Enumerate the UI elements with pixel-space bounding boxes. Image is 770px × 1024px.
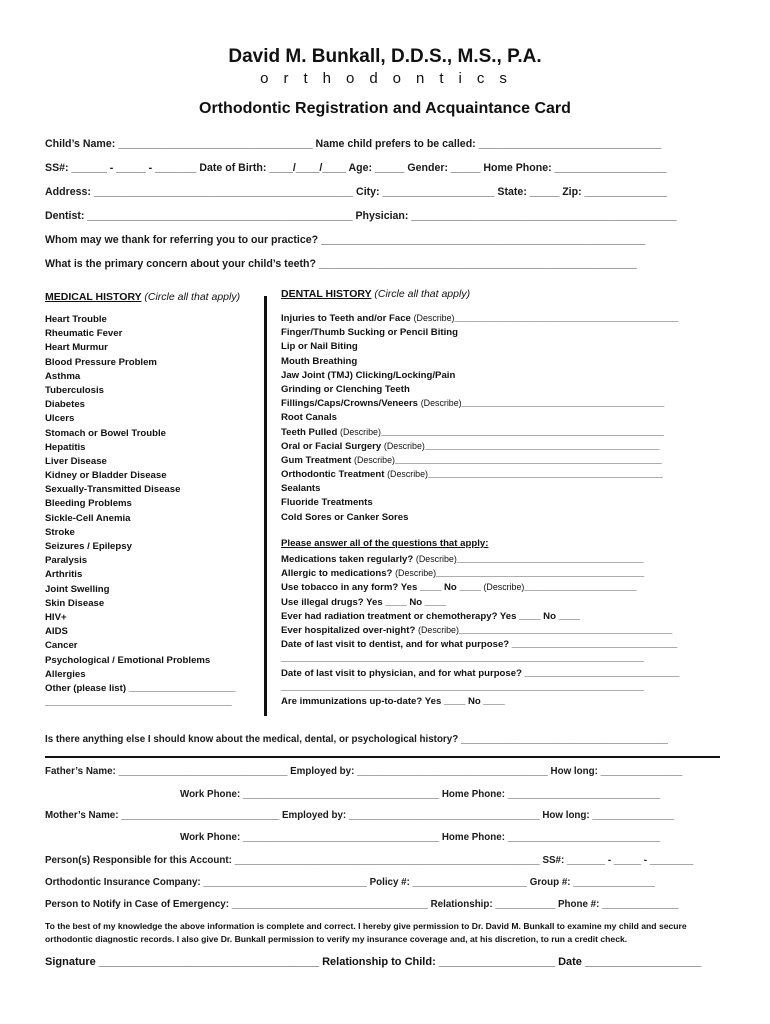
- item-text: Use tobacco in any form? Yes ____ No ____: [281, 582, 484, 594]
- item-text: Teeth Pulled: [281, 426, 338, 438]
- describe-hint: (Describe): [420, 398, 462, 409]
- item-text: Orthodontic Treatment: [281, 469, 385, 481]
- other-history-row[interactable]: Is there anything else I should know about the medical, dental, or psychological history? ______________________________________: [45, 734, 668, 745]
- medical-heading-note: (Circle all that apply): [144, 291, 241, 303]
- practice-type: orthodontics: [260, 70, 522, 87]
- describe-hint: (Describe): [383, 440, 425, 451]
- question-item[interactable]: [281, 595, 679, 609]
- question-item[interactable]: [281, 552, 679, 566]
- answer-line[interactable]: ____________________________________________: [428, 469, 663, 481]
- dental-item[interactable]: [281, 396, 679, 410]
- answer-line[interactable]: ______________________________________: [461, 398, 665, 410]
- medical-item[interactable]: Cancer: [45, 640, 78, 652]
- child-name-row[interactable]: Child’s Name: _________________________________ Name child prefers to be called: _______________________________: [45, 138, 662, 150]
- dental-history-list: [281, 311, 679, 524]
- describe-hint: (Describe): [395, 568, 437, 579]
- item-text: Cold Sores or Canker Sores: [281, 511, 409, 523]
- item-text: Finger/Thumb Sucking or Pencil Biting: [281, 327, 458, 339]
- item-text: Ever hospitalized over-night?: [281, 624, 416, 636]
- describe-hint: (Describe): [354, 454, 395, 465]
- medical-item[interactable]: AIDS: [45, 626, 68, 638]
- dental-item[interactable]: [281, 467, 679, 481]
- question-item[interactable]: [281, 580, 679, 594]
- answer-line[interactable]: _____________________: [524, 582, 637, 594]
- question-item[interactable]: [281, 680, 679, 694]
- item-text: Jaw Joint (TMJ) Clicking/Locking/Pain: [281, 369, 456, 381]
- dental-item[interactable]: [281, 325, 679, 339]
- item-text: Lip or Nail Biting: [281, 341, 358, 353]
- dental-item[interactable]: [281, 368, 679, 382]
- describe-hint: (Describe): [483, 582, 525, 593]
- item-text: Grinding or Clenching Teeth: [281, 383, 410, 395]
- question-item[interactable]: [281, 623, 679, 637]
- medical-item[interactable]: Liver Disease: [45, 455, 107, 467]
- questions-heading: Please answer all of the questions that apply:: [281, 538, 489, 549]
- medical-item[interactable]: Rheumatic Fever: [45, 328, 123, 340]
- question-item[interactable]: [281, 566, 679, 580]
- medical-item[interactable]: Arthritis: [45, 569, 83, 581]
- medical-item[interactable]: Psychological / Emotional Problems: [45, 654, 211, 666]
- item-text: Medications taken regularly?: [281, 554, 414, 565]
- medical-item[interactable]: ___________________________________: [45, 697, 232, 709]
- describe-hint: (Describe): [415, 554, 457, 564]
- dental-item[interactable]: [281, 439, 679, 453]
- describe-hint: (Describe): [340, 426, 381, 437]
- dental-item[interactable]: [281, 410, 679, 424]
- item-text: Oral or Facial Surgery: [281, 440, 382, 452]
- medical-item[interactable]: Bleeding Problems: [45, 498, 132, 510]
- signature-row[interactable]: Signature ____________________________________ Relationship to Child: ___________________ Date ___________________: [45, 956, 702, 968]
- questions-list: [281, 552, 679, 708]
- item-text: Are immunizations up-to-date? Yes ____ No ____: [281, 695, 505, 707]
- dentist-row[interactable]: Dentist: _____________________________________________ Physician: _____________________________________________: [45, 210, 677, 222]
- dental-item[interactable]: [281, 339, 679, 353]
- answer-line[interactable]: ________________________________________: [458, 624, 673, 636]
- describe-hint: (Describe): [418, 624, 459, 635]
- medical-item[interactable]: Sexually-Transmitted Disease: [45, 484, 181, 496]
- describe-hint: (Describe): [413, 313, 455, 323]
- address-row[interactable]: Address: ____________________________________________ City: ___________________ State: _____ Zip: ______________: [45, 186, 668, 198]
- ssn-dob-row[interactable]: SS#: ______ - _____ - _______ Date of Birth: ____/____/____ Age: _____ Gender: _____ Home Phone: ___________________: [45, 162, 667, 174]
- dental-item[interactable]: [281, 382, 679, 396]
- medical-item[interactable]: Allergies: [45, 668, 86, 680]
- dental-item[interactable]: [281, 481, 679, 495]
- mother-row[interactable]: Mother’s Name: _____________________________ Employed by: ___________________________________ How long: _______________: [45, 810, 675, 821]
- medical-item[interactable]: Other (please list) ____________________: [45, 682, 236, 694]
- medical-item[interactable]: Heart Murmur: [45, 342, 108, 354]
- item-text: Allergic to medications?: [281, 568, 393, 580]
- answer-line[interactable]: ____________________________________________: [424, 440, 660, 452]
- medical-item[interactable]: Skin Disease: [45, 597, 105, 609]
- column-divider: [264, 296, 267, 716]
- item-text: ____________________________________________________________________: [281, 681, 644, 693]
- medical-item[interactable]: Ulcers: [45, 413, 75, 425]
- answer-line[interactable]: _______________________________________: [436, 568, 645, 580]
- medical-item[interactable]: Stroke: [45, 526, 75, 538]
- dental-item[interactable]: [281, 311, 679, 325]
- medical-item[interactable]: Blood Pressure Problem: [45, 356, 157, 368]
- question-item[interactable]: [281, 637, 679, 651]
- concern-row[interactable]: What is the primary concern about your child’s teeth? ______________________________________________________: [45, 258, 638, 270]
- dental-heading-note: (Circle all that apply): [374, 288, 471, 300]
- medical-item[interactable]: Hepatitis: [45, 441, 86, 453]
- responsible-party-row[interactable]: Person(s) Responsible for this Account: ________________________________________________________ SS#: _______ - _____ - ________: [45, 855, 694, 866]
- dental-item[interactable]: [281, 495, 679, 509]
- medical-item[interactable]: Heart Trouble: [45, 314, 107, 325]
- dental-heading-text: DENTAL HISTORY: [281, 288, 372, 300]
- medical-history-heading: [45, 291, 240, 303]
- answer-line[interactable]: _____________________________________________________: [380, 426, 664, 438]
- form-title: Orthodontic Registration and Acquaintance Card: [199, 100, 571, 117]
- medical-item[interactable]: Kidney or Bladder Disease: [45, 470, 167, 482]
- question-item[interactable]: [281, 609, 679, 623]
- insurance-row[interactable]: Orthodontic Insurance Company: ______________________________ Policy #: _____________________ Group #: _______________: [45, 877, 655, 888]
- medical-heading-text: MEDICAL HISTORY: [45, 291, 142, 303]
- answer-line[interactable]: __________________________________________________: [394, 454, 662, 466]
- answer-line[interactable]: ___________________________________: [456, 554, 644, 565]
- emergency-contact-row[interactable]: Person to Notify in Case of Emergency: ____________________________________ Relationship: ___________ Phone #: ______________: [45, 899, 679, 910]
- dental-item[interactable]: [281, 354, 679, 368]
- mother-phone-row[interactable]: Work Phone: ____________________________________ Home Phone: ____________________________: [180, 832, 661, 843]
- question-item[interactable]: [281, 651, 679, 665]
- father-row[interactable]: Father’s Name: _______________________________ Employed by: ___________________________________ How long: _______________: [45, 766, 683, 777]
- answer-line[interactable]: __________________________________________: [454, 313, 679, 324]
- medical-item[interactable]: Paralysis: [45, 555, 88, 567]
- doctor-name: David M. Bunkall, D.D.S., M.S., P.A.: [228, 46, 542, 67]
- item-text: ____________________________________________________________________: [281, 653, 644, 665]
- medical-item[interactable]: Tuberculosis: [45, 384, 104, 396]
- item-text: Date of last visit to dentist, and for what purpose? _______________________________: [281, 639, 678, 651]
- medical-item[interactable]: Joint Swelling: [45, 583, 110, 595]
- medical-item[interactable]: Diabetes: [45, 399, 85, 411]
- medical-history-list: [45, 313, 235, 710]
- item-text: Fluoride Treatments: [281, 497, 373, 509]
- item-text: Date of last visit to physician, and for what purpose? _____________________________: [281, 667, 680, 679]
- item-text: Mouth Breathing: [281, 355, 358, 367]
- item-text: Root Canals: [281, 412, 337, 424]
- father-phone-row[interactable]: Work Phone: ____________________________________ Home Phone: ____________________________: [180, 789, 661, 800]
- question-item[interactable]: [281, 666, 679, 680]
- dental-item[interactable]: [281, 425, 679, 439]
- medical-item[interactable]: Seizures / Epilepsy: [45, 541, 132, 552]
- medical-item[interactable]: Asthma: [45, 370, 81, 382]
- question-item[interactable]: [281, 694, 679, 708]
- dental-item[interactable]: [281, 453, 679, 467]
- item-text: Ever had radiation treatment or chemotherapy? Yes ____ No ____: [281, 610, 580, 622]
- medical-item[interactable]: Stomach or Bowel Trouble: [45, 427, 167, 439]
- referral-row[interactable]: Whom may we thank for referring you to our practice? _______________________________________________________: [45, 234, 646, 246]
- item-text: Gum Treatment: [281, 454, 352, 466]
- divider-line: [45, 756, 720, 758]
- item-text: Injuries to Teeth and/or Face: [281, 313, 411, 324]
- dental-item[interactable]: [281, 510, 679, 524]
- medical-item[interactable]: Sickle-Cell Anemia: [45, 512, 131, 524]
- consent-statement: To the best of my knowledge the above information is complete and correct. I hereby give permission to Dr. David M. Bunkall to examine my child and secure orthodontic diagnostic records. I also give Dr. Bunkall permission to verify my insurance coverage and, at his discretion, to run a credit check.: [45, 921, 687, 944]
- item-text: Use illegal drugs? Yes ____ No ____: [281, 596, 447, 608]
- medical-item[interactable]: HIV+: [45, 611, 67, 623]
- item-text: Sealants: [281, 483, 321, 495]
- item-text: Fillings/Caps/Crowns/Veneers: [281, 398, 419, 410]
- describe-hint: (Describe): [387, 469, 429, 480]
- dental-history-heading: [281, 288, 470, 300]
